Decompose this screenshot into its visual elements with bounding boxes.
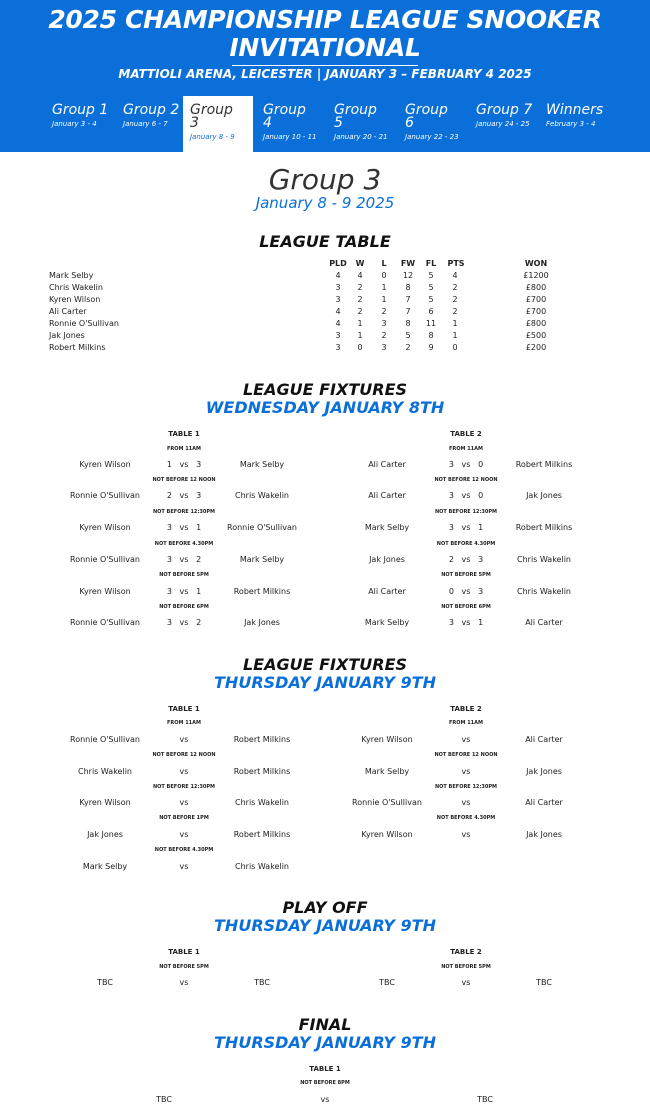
vs-label: vs (179, 523, 189, 532)
fw: 8 (405, 319, 411, 328)
won: £700 (525, 307, 547, 316)
score-2: 2 (196, 555, 202, 564)
player-name: Robert Milkins (49, 343, 106, 352)
w: 1 (357, 331, 363, 340)
group-date: January 8 - 9 2025 (255, 194, 395, 212)
player-name: Chris Wakelin (49, 283, 103, 292)
score-2: 3 (478, 587, 484, 596)
fixture-player-1: Ronnie O'Sullivan (70, 735, 140, 744)
score-2: 1 (478, 618, 484, 627)
fixture-player-1: Ronnie O'Sullivan (352, 798, 422, 807)
vs-label: vs (461, 555, 471, 564)
fixture-player-1: Kyren Wilson (79, 460, 131, 469)
score-1: 3 (166, 555, 172, 564)
fixture-player-2: Chris Wakelin (235, 798, 289, 807)
tab-date: January 3 - 4 (52, 120, 97, 128)
score-2: 1 (196, 587, 202, 596)
score-2: 0 (478, 491, 484, 500)
table-row (0, 295, 650, 307)
fixture-player-1: Ronnie O'Sullivan (70, 491, 140, 500)
fixture-player-1: Kyren Wilson (79, 798, 131, 807)
score-1: 2 (166, 491, 172, 500)
playoff-player-1: TBC (97, 978, 113, 987)
tab-label: Group 1 (52, 102, 109, 118)
fixture-player-2: Robert Milkins (233, 830, 291, 839)
wed-table2-heading: TABLE 2 (450, 430, 482, 438)
fixture-time: FROM 11AM (448, 720, 484, 726)
pts: 2 (452, 295, 458, 304)
vs-label: vs (179, 555, 189, 564)
group-title: Group 3 (268, 163, 382, 196)
fixture-player-1: Jak Jones (369, 555, 405, 564)
fixture-player-2: Jak Jones (526, 830, 562, 839)
wed-fixtures-day: WEDNESDAY JANUARY 8TH (205, 398, 445, 417)
fixture-time: NOT BEFORE 4.30PM (436, 541, 496, 547)
fl: 5 (428, 271, 434, 280)
pld: 3 (335, 343, 341, 352)
vs-label: vs (461, 767, 471, 776)
won: £800 (525, 283, 547, 292)
fixture-time: NOT BEFORE 12 NOON (434, 477, 498, 483)
tab-date: January 22 - 23 (405, 133, 459, 141)
player-name: Kyren Wilson (49, 295, 101, 304)
vs-label: vs (461, 798, 471, 807)
score-1: 2 (448, 555, 454, 564)
vs-label: vs (179, 735, 189, 744)
wed-table1-heading: TABLE 1 (168, 430, 200, 438)
playoff-table2-heading: TABLE 2 (450, 948, 482, 956)
tab-group-7[interactable] (469, 96, 539, 152)
won: £200 (525, 343, 547, 352)
fixture-player-1: Mark Selby (364, 618, 410, 627)
vs-label: vs (461, 491, 471, 500)
fixture-player-2: Jak Jones (526, 767, 562, 776)
vs-label: vs (179, 978, 189, 987)
score-2: 1 (196, 523, 202, 532)
score-2: 3 (196, 491, 202, 500)
fixture-player-1: Ronnie O'Sullivan (70, 555, 140, 564)
player-name: Ronnie O'Sullivan (49, 319, 119, 328)
l: 1 (381, 295, 387, 304)
final-heading: FINAL (298, 1015, 352, 1034)
page-header (0, 0, 650, 152)
fixture-player-1: Kyren Wilson (79, 523, 131, 532)
fixture-player-1: Ronnie O'Sullivan (70, 618, 140, 627)
score-1: 3 (166, 523, 172, 532)
tab-group-2[interactable] (116, 96, 186, 152)
score-1: 3 (166, 587, 172, 596)
fixture-time: NOT BEFORE 6PM (159, 604, 209, 610)
l: 2 (381, 307, 387, 316)
fixture-player-2: Ali Carter (525, 798, 563, 807)
vs-label: vs (179, 830, 189, 839)
fixture-player-1: Jak Jones (87, 830, 123, 839)
tab-label: Group 2 (123, 102, 180, 118)
fixture-player-1: Ali Carter (368, 460, 406, 469)
won: £700 (525, 295, 547, 304)
pld: 3 (335, 295, 341, 304)
table-row (0, 283, 650, 295)
fixture-player-2: Jak Jones (526, 491, 562, 500)
vs-label: vs (461, 618, 471, 627)
fixture-player-2: Chris Wakelin (517, 587, 571, 596)
tab-group-4[interactable] (256, 96, 326, 152)
vs-label: vs (461, 830, 471, 839)
vs-label: vs (461, 523, 471, 532)
w: 2 (357, 307, 363, 316)
won: £1200 (523, 271, 549, 280)
final-table1-heading: TABLE 1 (309, 1065, 341, 1073)
l: 3 (381, 343, 387, 352)
pld: 4 (335, 307, 341, 316)
score-2: 3 (478, 555, 484, 564)
vs-label: vs (461, 978, 471, 987)
fixture-player-2: Chris Wakelin (235, 491, 289, 500)
fixture-player-2: Jak Jones (244, 618, 280, 627)
thu-table2-heading: TABLE 2 (450, 705, 482, 713)
event-title (0, 6, 650, 62)
player-name: Ali Carter (49, 307, 87, 316)
tab-label: Group 5 (334, 102, 377, 131)
fl: 8 (428, 331, 434, 340)
tab-label: Group 6 (405, 102, 448, 131)
score-1: 3 (166, 618, 172, 627)
playoff-player-4: TBC (536, 978, 552, 987)
w: 1 (357, 319, 363, 328)
fixture-time: FROM 11AM (166, 446, 202, 452)
fixture-time: NOT BEFORE 4.30PM (154, 541, 214, 547)
tab-group-1[interactable] (45, 96, 115, 152)
won: £800 (525, 319, 547, 328)
fixture-player-1: Mark Selby (364, 523, 410, 532)
fixture-time: NOT BEFORE 12:30PM (152, 509, 216, 515)
vs-label: vs (179, 491, 189, 500)
event-title-line1: 2025 CHAMPIONSHIP LEAGUE SNOOKER (48, 5, 602, 34)
tab-label: Group 7 (476, 102, 533, 118)
fixture-time: NOT BEFORE 6PM (441, 604, 491, 610)
tab-date: January 8 - 9 (190, 133, 235, 141)
tab-label: Group 4 (263, 102, 306, 131)
fixture-player-2: Ali Carter (525, 735, 563, 744)
tab-date: January 6 - 7 (123, 120, 168, 128)
fl: 5 (428, 283, 434, 292)
fixture-time: NOT BEFORE 12:30PM (152, 784, 216, 790)
final-player-1: TBC (156, 1095, 172, 1104)
tab-date: January 24 - 25 (476, 120, 530, 128)
pld: 4 (335, 271, 341, 280)
score-1: 3 (448, 460, 454, 469)
w: 2 (357, 283, 363, 292)
vs-label: vs (179, 862, 189, 871)
vs-label: vs (179, 460, 189, 469)
pld: 3 (335, 283, 341, 292)
fixture-player-2: Robert Milkins (515, 523, 573, 532)
event-title-line2: INVITATIONAL (229, 33, 421, 62)
fixture-time: NOT BEFORE 4.30PM (436, 815, 496, 821)
col-l: L (381, 259, 387, 268)
fw: 7 (405, 307, 411, 316)
vs-label: vs (461, 735, 471, 744)
score-1: 3 (448, 618, 454, 627)
pts: 1 (452, 319, 458, 328)
fixture-player-1: Mark Selby (364, 767, 410, 776)
playoff-heading: PLAY OFF (282, 898, 368, 917)
vs-label: vs (179, 618, 189, 627)
pts: 1 (452, 331, 458, 340)
fl: 11 (425, 319, 437, 328)
score-1: 1 (166, 460, 172, 469)
score-2: 3 (196, 460, 202, 469)
tab-winners[interactable] (539, 96, 609, 152)
fixture-player-1: Kyren Wilson (361, 735, 413, 744)
fixture-player-1: Kyren Wilson (79, 587, 131, 596)
fixture-player-2: Robert Milkins (233, 735, 291, 744)
fixture-player-2: Ali Carter (525, 618, 563, 627)
fixture-player-2: Mark Selby (239, 460, 285, 469)
title-divider (232, 65, 418, 66)
score-1: 0 (448, 587, 454, 596)
tab-group-5[interactable] (327, 96, 397, 152)
fixture-player-2: Chris Wakelin (517, 555, 571, 564)
pts: 4 (452, 271, 458, 280)
fixture-player-2: Robert Milkins (515, 460, 573, 469)
playoff-player-3: TBC (379, 978, 395, 987)
fixture-time: NOT BEFORE 1PM (159, 815, 209, 821)
col-pts: PTS (447, 259, 465, 268)
fixture-player-2: Robert Milkins (233, 587, 291, 596)
col-fl: FL (425, 259, 437, 268)
event-subtitle: MATTIOLI ARENA, LEICESTER | JANUARY 3 – FEBRUARY 4 2025 (118, 67, 532, 81)
score-2: 0 (478, 460, 484, 469)
fw: 8 (405, 283, 411, 292)
w: 0 (357, 343, 363, 352)
thu-table1-heading: TABLE 1 (168, 705, 200, 713)
fixture-time: NOT BEFORE 12:30PM (434, 784, 498, 790)
won: £500 (525, 331, 547, 340)
fixture-player-2: Ronnie O'Sullivan (227, 523, 297, 532)
fixture-player-2: Chris Wakelin (235, 862, 289, 871)
fixture-time: NOT BEFORE 12:30PM (434, 509, 498, 515)
thu-fixtures-heading: LEAGUE FIXTURES (242, 655, 408, 674)
fixture-player-1: Chris Wakelin (78, 767, 132, 776)
vs-label: vs (461, 460, 471, 469)
l: 3 (381, 319, 387, 328)
fl: 5 (428, 295, 434, 304)
tab-group-6[interactable] (398, 96, 468, 152)
playoff-time-1: NOT BEFORE 5PM (159, 964, 209, 970)
tab-label: Group 3 (190, 102, 233, 131)
table-row (0, 271, 650, 283)
playoff-time-2: NOT BEFORE 5PM (441, 964, 491, 970)
final-time: NOT BEFORE 8PM (300, 1080, 350, 1086)
fixture-player-2: Robert Milkins (233, 767, 291, 776)
tab-date: January 10 - 11 (263, 133, 317, 141)
fw: 12 (402, 271, 414, 280)
table-row (0, 307, 650, 319)
w: 2 (357, 295, 363, 304)
vs-label: vs (179, 587, 189, 596)
table-row (0, 331, 650, 343)
l: 1 (381, 283, 387, 292)
col-won: WON (524, 259, 548, 268)
wed-fixtures-heading: LEAGUE FIXTURES (242, 380, 408, 399)
table-row (0, 319, 650, 331)
thu-fixtures-day: THURSDAY JANUARY 9TH (214, 673, 436, 692)
fixture-time: NOT BEFORE 12 NOON (152, 752, 216, 758)
tab-label: Winners (546, 102, 604, 118)
fw: 5 (405, 331, 411, 340)
group-tabs (45, 96, 615, 152)
score-2: 1 (478, 523, 484, 532)
fixture-player-1: Kyren Wilson (361, 830, 413, 839)
player-name: Mark Selby (49, 271, 94, 280)
vs-label: vs (179, 798, 189, 807)
table-row (0, 343, 650, 355)
vs-label: vs (179, 767, 189, 776)
pts: 2 (452, 307, 458, 316)
fixture-player-1: Mark Selby (82, 862, 128, 871)
score-1: 3 (448, 491, 454, 500)
fixture-time: NOT BEFORE 12 NOON (434, 752, 498, 758)
l: 0 (381, 271, 387, 280)
fixture-time: NOT BEFORE 12 NOON (152, 477, 216, 483)
fixture-time: FROM 11AM (448, 446, 484, 452)
league-table-heading: LEAGUE TABLE (259, 232, 391, 251)
final-day: THURSDAY JANUARY 9TH (214, 1033, 436, 1052)
fixture-player-1: Ali Carter (368, 587, 406, 596)
tab-group-3[interactable] (183, 96, 253, 152)
pts: 0 (452, 343, 458, 352)
fw: 7 (405, 295, 411, 304)
playoff-player-2: TBC (254, 978, 270, 987)
score-2: 2 (196, 618, 202, 627)
pts: 2 (452, 283, 458, 292)
fl: 6 (428, 307, 434, 316)
w: 4 (357, 271, 363, 280)
col-fw: FW (400, 259, 416, 268)
l: 2 (381, 331, 387, 340)
playoff-table1-heading: TABLE 1 (168, 948, 200, 956)
fixture-time: NOT BEFORE 4.30PM (154, 847, 214, 853)
col-w: W (355, 259, 365, 268)
tab-date: February 3 - 4 (546, 120, 596, 128)
vs-label: vs (320, 1095, 330, 1104)
fixture-player-2: Mark Selby (239, 555, 285, 564)
tab-date: January 20 - 21 (334, 133, 388, 141)
pld: 3 (335, 331, 341, 340)
fixture-time: FROM 11AM (166, 720, 202, 726)
fixture-time: NOT BEFORE 5PM (441, 572, 491, 578)
player-name: Jak Jones (49, 331, 85, 340)
fw: 2 (405, 343, 411, 352)
final-player-2: TBC (477, 1095, 493, 1104)
fl: 9 (428, 343, 434, 352)
pld: 4 (335, 319, 341, 328)
vs-label: vs (461, 587, 471, 596)
fixture-player-1: Ali Carter (368, 491, 406, 500)
col-pld: PLD (329, 259, 347, 268)
fixture-time: NOT BEFORE 5PM (159, 572, 209, 578)
playoff-day: THURSDAY JANUARY 9TH (214, 916, 436, 935)
score-1: 3 (448, 523, 454, 532)
